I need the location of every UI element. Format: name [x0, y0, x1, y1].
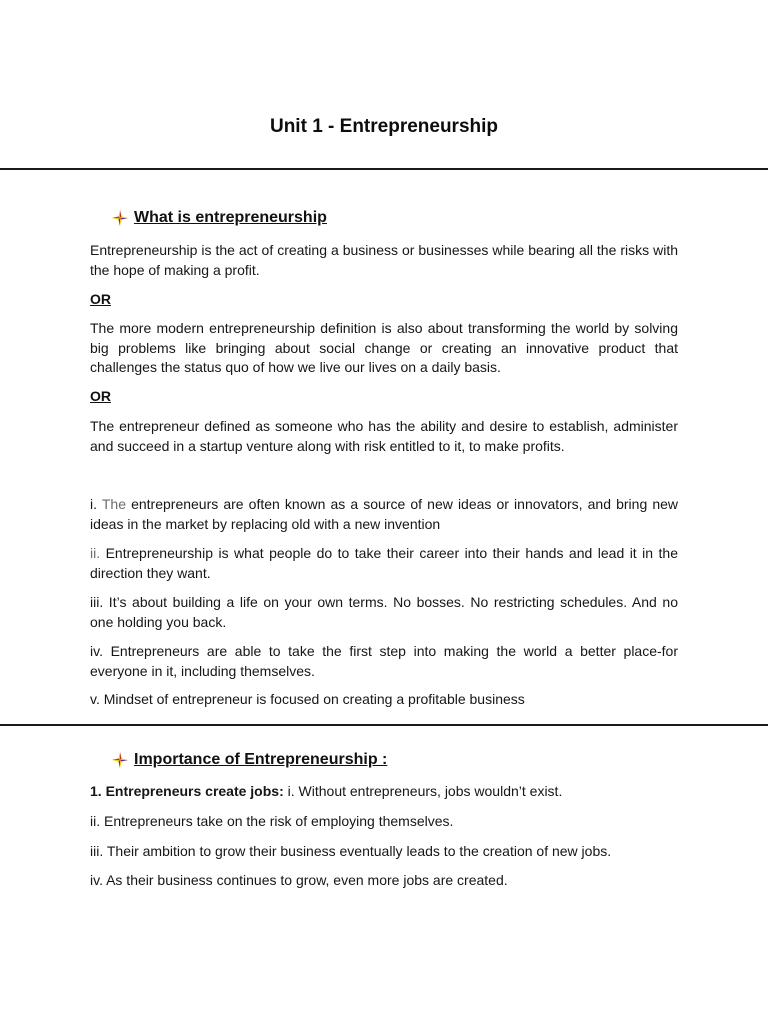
or-separator-2: OR — [90, 388, 111, 404]
importance-item-1: 1. Entrepreneurs create jobs: i. Without entrepreneurs, jobs wouldn’t exist. — [90, 783, 563, 799]
four-point-star-bullet-icon — [112, 752, 128, 768]
importance-line-3: iii. Their ambition to grow their business eventually leads to the creation of new jobs. — [90, 843, 612, 859]
section-heading-label: What is entrepreneurship — [134, 209, 327, 226]
middle-divider — [0, 724, 768, 726]
definition-2: The more modern entrepreneurship definition is also about transforming the world by solving big problems like bringing about social change or creating an innovative product that challenges the status quo of how we live our lives on a daily basis. — [90, 320, 678, 375]
importance-line-2: ii. Entrepreneurs take on the risk of employing themselves. — [90, 813, 454, 829]
point-1: i. The entrepreneurs are often known as a source of new ideas or innovators, and bring new ideas in the market by replacing old with a new invention — [90, 496, 679, 532]
section-heading-what-is — [112, 209, 327, 227]
definition-1: Entrepreneurship is the act of creating a business or businesses while bearing all the risks with the hope of making a profit. — [90, 242, 678, 278]
point-3: iii. It’s about building a life on your own terms. No bosses. No restricting schedules. And no one holding you back. — [90, 594, 678, 630]
top-divider — [0, 168, 768, 170]
point-2: ii. Entrepreneurship is what people do to take their career into their hands and lead it in the direction they want. — [90, 545, 678, 581]
section-heading-importance — [112, 751, 387, 769]
importance-line-4: iv. As their business continues to grow, even more jobs are created. — [90, 872, 508, 888]
point-4: iv. Entrepreneurs are able to take the first step into making the world a better place-for everyone in it, including themselves. — [90, 643, 678, 679]
page-title: Unit 1 - Entrepreneurship — [269, 116, 499, 137]
point-5: v. Mindset of entrepreneur is focused on creating a profitable business — [90, 691, 525, 707]
definition-3: The entrepreneur defined as someone who has the ability and desire to establish, administer and succeed in a startup venture along with risk entitled to it, to make profits. — [90, 418, 678, 454]
or-separator-1: OR — [90, 291, 111, 307]
four-point-star-bullet-icon — [112, 210, 128, 226]
section-heading-label: Importance of Entrepreneurship : — [134, 751, 388, 768]
